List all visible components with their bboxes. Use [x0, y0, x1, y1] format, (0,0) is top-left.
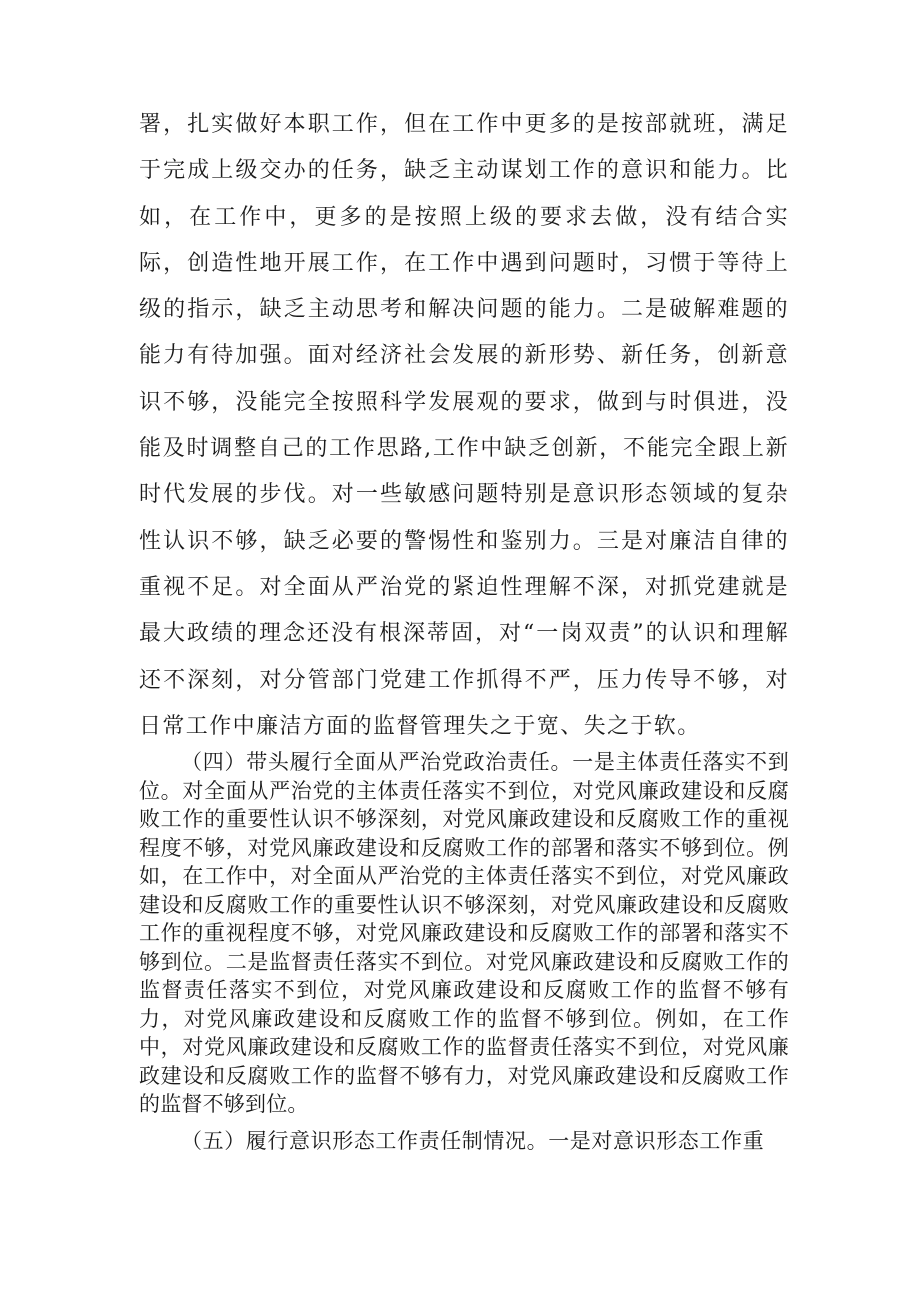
paragraph-continued: 署，扎实做好本职工作，但在工作中更多的是按部就班，满足于完成上级交办的任务，缺乏主动谋划工作的意识和能力。比如，在工作中，更多的是按照上级的要求去做，没有结合实际，创造性地开展工作，在工作中遇到问题时，习惯于等待上级的指示，缺乏主动思考和解决问题的能力。二是破解难题的能力有待加强。面对经济社会发展的新形势、新任务，创新意识不够，没能完全按照科学发展观的要求，做到与时俱进，没能及时调整自己的工作思路,工作中缺乏创新，不能完全跟上新时代发展的步伐。对一些敏感问题特别是意识形态领域的复杂性认识不够，缺乏必要的警惕性和鉴别力。三是对廉洁自律的重视不足。对全面从严治党的紧迫性理解不深，对抓党建就是最大政绩的理念还没有根深蒂固，对“一岗双责”的认识和理解还不深刻，对分管部门党建工作抓得不严，压力传导不够，对日常工作中廉洁方面的监督管理失之于宽、失之于软。 [139, 112, 789, 739]
paragraph-section-five: （五）履行意识形态工作责任制情况。一是对意识形态工作重 [181, 1129, 765, 1153]
paragraph-section-four: （四）带头履行全面从严治党政治责任。一是主体责任落实不到位。对全面从严治党的主体责任落实不到位，对党风廉政建设和反腐败工作的重要性认识不够深刻，对党风廉政建设和反腐败工作的重视程度不够，对党风廉政建设和反腐败工作的部署和落实不够到位。例如，在工作中，对全面从严治党的主体责任落实不到位，对党风廉政建设和反腐败工作的重要性认识不够深刻，对党风廉政建设和反腐败工作的重视程度不够，对党风廉政建设和反腐败工作的部署和落实不够到位。二是监督责任落实不到位。对党风廉政建设和反腐败工作的监督责任落实不到位，对党风廉政建设和反腐败工作的监督不够有力，对党风廉政建设和反腐败工作的监督不够到位。例如，在工作中，对党风廉政建设和反腐败工作的监督责任落实不到位，对党风廉政建设和反腐败工作的监督不够有力，对党风廉政建设和反腐败工作的监督不够到位。 [139, 750, 789, 1116]
